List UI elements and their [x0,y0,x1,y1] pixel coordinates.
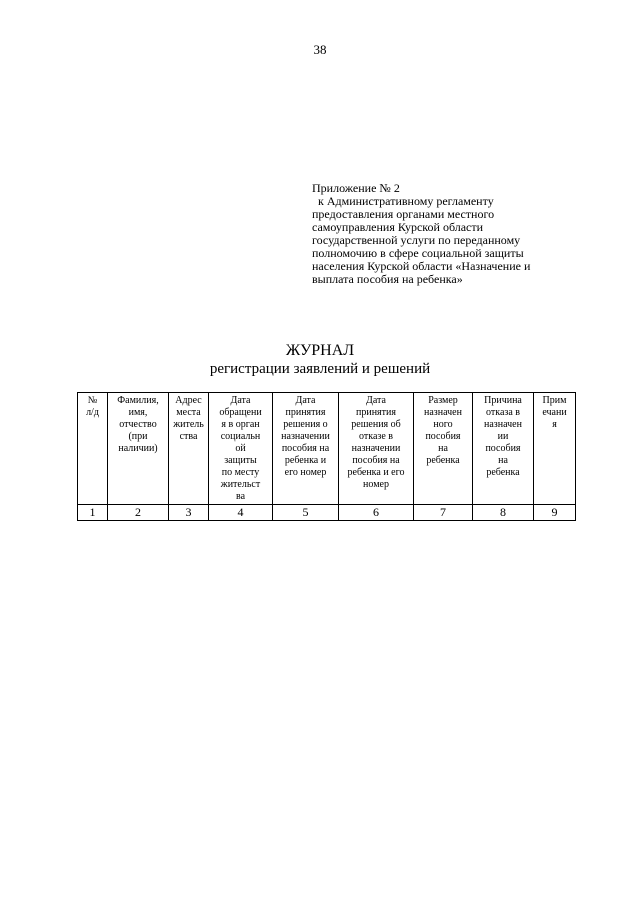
header-cell [273,393,339,505]
header-text-line: ва [235,491,246,502]
column-number-cell: 9 [534,505,576,521]
header-text-line: жительст [220,479,261,490]
header-text-line: назначении [351,443,401,454]
appendix-line: государственной услуги по переданному [312,233,521,247]
header-text-line: на [498,455,508,466]
header-text-line: житель [173,419,204,430]
header-cell [339,393,414,505]
appendix-line: к Административному регламенту [318,194,494,208]
header-text-line: я в орган [221,419,260,430]
header-text-line: принятия [285,407,326,418]
column-number-cell: 5 [273,505,339,521]
header-text-line: ребенка [426,455,460,466]
registration-table [77,392,576,521]
header-text-line: отчество [119,419,157,430]
header-text-line: пособия [485,443,521,454]
header-text-line: ой [235,443,246,454]
header-text-line: обращени [219,407,262,418]
header-text-line: пособия [425,431,461,442]
header-text-line: назначении [281,431,330,442]
header-text-line: отказе в [359,431,393,442]
column-number-cell: 7 [414,505,473,521]
appendix-line: Приложение № 2 [312,181,400,195]
header-text-line: наличии) [118,443,158,454]
header-text-line: ства [179,431,198,442]
column-number-cell: 8 [473,505,534,521]
header-text-line: ребенка и его [347,467,405,478]
header-text-line: ребенка и [284,455,327,466]
header-text-line: ечани [542,407,567,418]
header-text-line: защиты [224,455,257,466]
header-text-line: ии [497,431,509,442]
header-cell [473,393,534,505]
header-text-line: места [176,407,201,418]
appendix-line: населения Курской области «Назначение и [312,259,531,273]
column-number-cell: 4 [209,505,273,521]
header-cell [78,393,108,505]
appendix-line: выплата пособия на ребенка» [312,272,463,286]
page-number: 38 [313,42,327,57]
header-text-line: решения об [351,419,401,430]
header-text-line: Прим [542,395,567,406]
header-text-line: л/д [86,407,99,418]
header-text-line: отказа в [486,407,520,418]
header-text-line: Дата [230,395,251,406]
header-text-line: № [87,395,98,406]
table-header-row [78,393,576,505]
header-cell [108,393,169,505]
header-text-line: назначен [484,419,522,430]
appendix-line: самоуправления Курской области [312,220,484,234]
header-text-line: решения о [283,419,328,430]
column-number-cell: 2 [108,505,169,521]
header-text-line: Причина [484,395,522,406]
header-cell [534,393,576,505]
appendix-note [312,182,612,286]
appendix-line: полномочию в сфере социальной защиты [312,246,524,260]
header-text-line: ного [433,419,453,430]
header-text-line: (при [128,431,148,442]
header-text-line: Дата [366,395,386,406]
journal-title: ЖУРНАЛ [285,342,355,359]
header-text-line: Дата [295,395,316,406]
column-number-cell: 1 [78,505,108,521]
header-text-line: имя, [128,407,148,418]
header-text-line: его номер [284,467,327,478]
column-number-cell: 3 [169,505,209,521]
header-cell [209,393,273,505]
header-text-line: ребенка [486,467,520,478]
header-text-line: номер [363,479,389,490]
header-text-line: на [438,443,448,454]
header-text-line: Размер [428,395,458,406]
header-cell [169,393,209,505]
header-text-line: пособия на [352,455,400,466]
header-text-line: Фамилия, [117,395,159,406]
column-number-cell: 6 [339,505,414,521]
header-text-line: социальн [220,431,261,442]
journal-subtitle: регистрации заявлений и решений [209,361,431,377]
header-text-line: Адрес [175,395,202,406]
header-cell [414,393,473,505]
header-text-line: по месту [221,467,260,478]
appendix-line: предоставления органами местного [312,207,495,221]
column-number-row [78,505,576,521]
header-text-line: пособия на [281,443,330,454]
header-text-line: принятия [356,407,396,418]
header-text-line: я [552,419,557,430]
header-text-line: назначен [424,407,462,418]
